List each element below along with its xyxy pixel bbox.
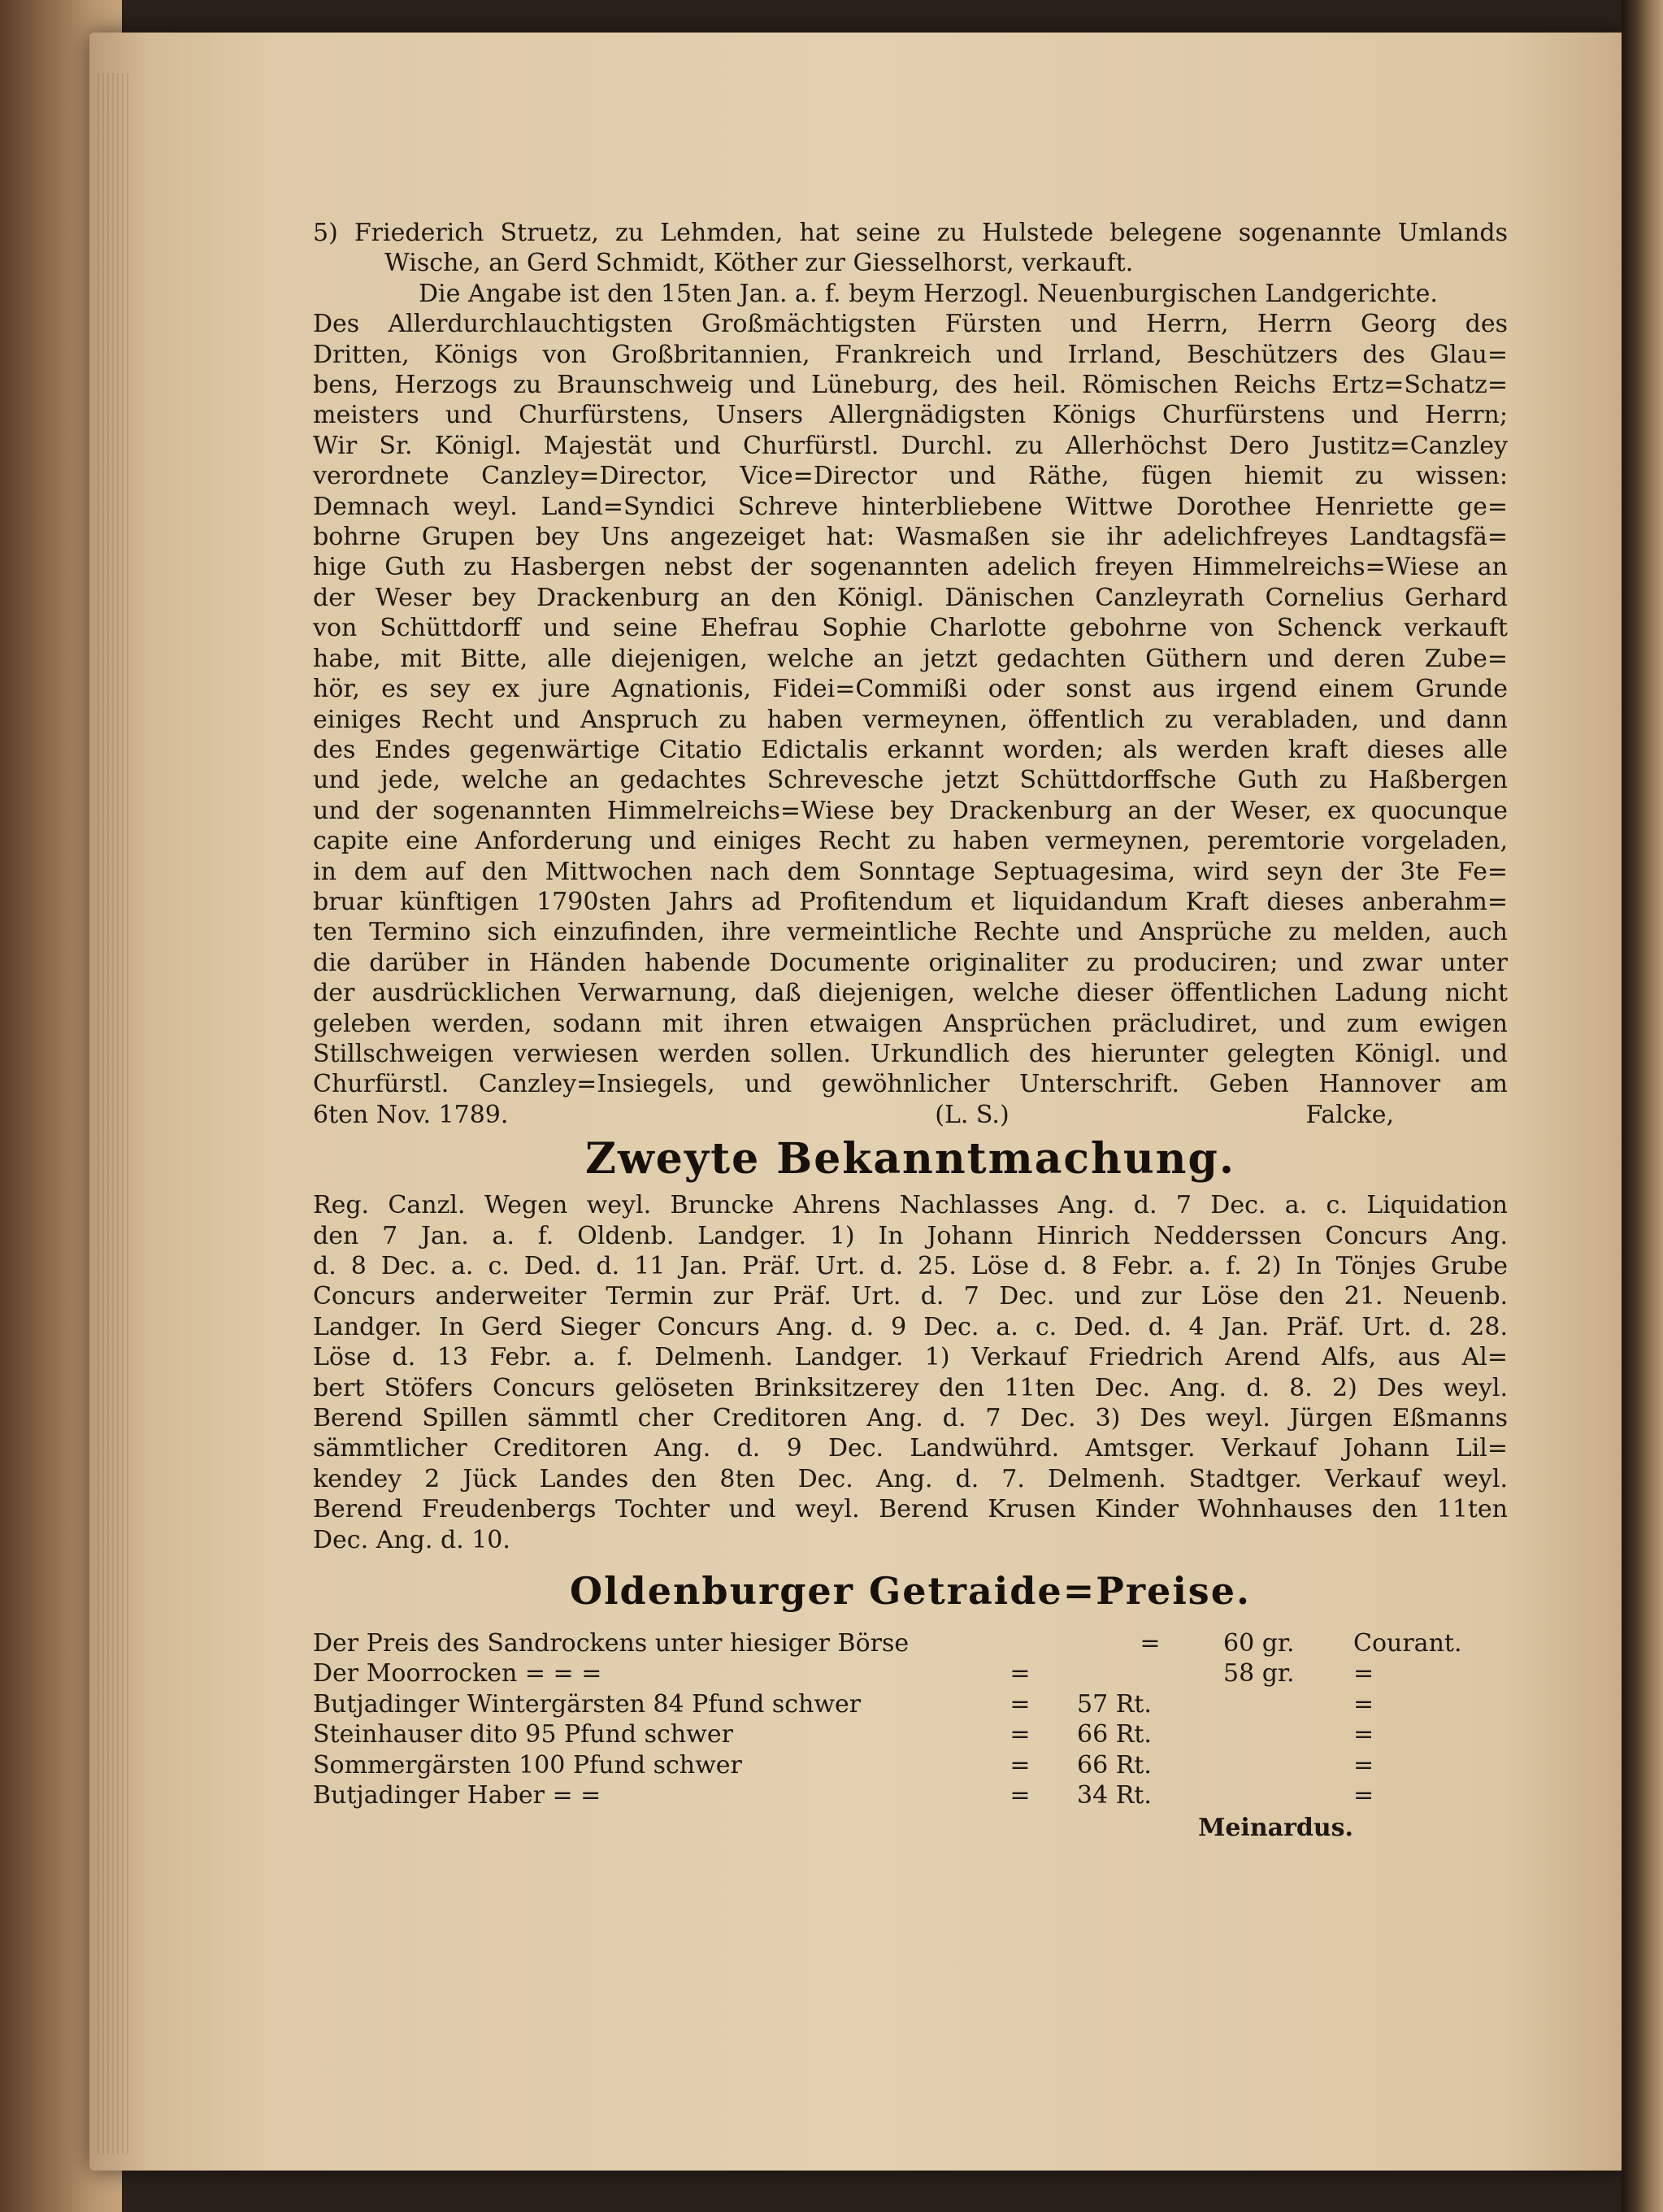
price-row bbox=[313, 1780, 1508, 1810]
edict-line: ten Termino sich einzufinden, ihre vermeintliche Rechte und Ansprüche zu melden, auch bbox=[313, 918, 1508, 947]
edict-date: 6ten Nov. 1789. bbox=[313, 1100, 509, 1129]
edict-line: habe, mit Bitte, alle diejenigen, welche an jetzt gedachten Güthern und deren Zube= bbox=[313, 644, 1508, 673]
price-row bbox=[313, 1658, 1508, 1688]
edict-line: Demnach weyl. Land=Syndici Schreve hinterbliebene Wittwe Dorothee Henriette ge= bbox=[313, 492, 1508, 521]
edict-text bbox=[313, 309, 1508, 1130]
edict-line: verordnete Canzley=Director, Vice=Director und Räthe, fügen hiemit zu wissen: bbox=[313, 462, 1508, 491]
edict-line: und der sogenannten Himmelreichs=Wiese bey Drackenburg an der Weser, ex quocunque bbox=[313, 796, 1508, 825]
price-item: Steinhauser dito 95 Pfund schwer bbox=[313, 1720, 733, 1749]
price-amount: 58 gr. bbox=[1223, 1659, 1295, 1688]
bekanntmachung-line: Berend Spillen sämmtl cher Creditoren Ang. d. 7 Dec. 3) Des weyl. Jürgen Eßmanns bbox=[313, 1404, 1508, 1433]
edict-line: Dritten, Königs von Großbritannien, Frankreich und Irrland, Beschützers des Glau= bbox=[313, 340, 1508, 369]
price-table bbox=[313, 1628, 1508, 1843]
price-item: Butjadinger Haber = = bbox=[313, 1781, 601, 1810]
price-row bbox=[313, 1628, 1508, 1658]
bekanntmachung-line: den 7 Jan. a. f. Oldenb. Landger. 1) In Johann Hinrich Nedderssen Concurs Ang. bbox=[313, 1221, 1508, 1250]
price-currency: = bbox=[1353, 1781, 1374, 1810]
price-filler bbox=[1077, 1658, 1223, 1688]
price-amount: 66 Rt. bbox=[1077, 1720, 1152, 1749]
price-item: Butjadinger Wintergärsten 84 Pfund schwer bbox=[313, 1689, 862, 1719]
edict-line: der Weser bey Drackenburg an den Königl. Dänischen Canzleyrath Cornelius Gerhard bbox=[313, 583, 1508, 612]
edict-line: meisters und Churfürstens, Unsers Allergnädigsten Königs Churfürstens und Herrn; bbox=[313, 401, 1508, 430]
bekanntmachung-line: kendey 2 Jück Landes den 8ten Dec. Ang. d. 7. Delmenh. Stadtger. Verkauf weyl. bbox=[313, 1464, 1508, 1493]
bekanntmachung-heading: Zweyte Bekanntmachung. bbox=[585, 1134, 1235, 1184]
price-row bbox=[313, 1689, 1508, 1719]
edict-line: und jede, welche an gedachtes Schrevesche jetzt Schüttdorffsche Guth zu Haßbergen bbox=[313, 766, 1508, 795]
price-amount-extra bbox=[1223, 1750, 1353, 1780]
edict-line: capite eine Anforderung und einiges Recht zu haben vermeynen, peremtorie vorgeladen, bbox=[313, 827, 1508, 856]
edict-line: bens, Herzogs zu Braunschweig und Lüneburg, des heil. Römischen Reichs Ertz=Schatz= bbox=[313, 371, 1508, 400]
page-content bbox=[313, 218, 1508, 1843]
price-amount: 34 Rt. bbox=[1077, 1781, 1152, 1810]
bekanntmachung-line: Reg. Canzl. Wegen weyl. Bruncke Ahrens Nachlasses Ang. d. 7 Dec. a. c. Liquidation bbox=[313, 1191, 1508, 1220]
price-filler: = bbox=[1140, 1629, 1161, 1658]
edict-line: Des Allerdurchlauchtigsten Großmächtigsten Fürsten und Herrn, Herrn Georg des bbox=[313, 310, 1508, 339]
price-currency: = bbox=[1353, 1689, 1374, 1719]
notice-5 bbox=[313, 218, 1508, 309]
page-edge-stripes bbox=[98, 73, 128, 2154]
price-item: Der Preis des Sandrockens unter hiesiger Börse bbox=[313, 1629, 910, 1658]
price-amount-extra bbox=[1223, 1780, 1353, 1810]
price-filler bbox=[963, 1628, 1077, 1658]
edict-line: der ausdrücklichen Verwarnung, daß diejenigen, welche dieser öffentlichen Ladung nicht bbox=[313, 979, 1508, 1008]
edict-line: die darüber in Händen habende Documente originaliter zu produciren; und zwar unter bbox=[313, 948, 1508, 977]
price-filler: = bbox=[1010, 1750, 1031, 1780]
edict-line: geleben werden, sodann mit ihren etwaigen Ansprüchen präcludiret, und zum ewigen bbox=[313, 1009, 1508, 1038]
bekanntmachung-line: d. 8 Dec. a. c. Ded. d. 11 Jan. Präf. Urt. d. 25. Löse d. 8 Febr. a. f. 2) In Tönjes Grube bbox=[313, 1252, 1508, 1280]
notice-5-line: Wische, an Gerd Schmidt, Köther zur Giesselhorst, verkauft. bbox=[384, 249, 1134, 278]
bekanntmachung-line: Berend Freudenbergs Tochter und weyl. Berend Krusen Kinder Wohnhauses den 11ten bbox=[313, 1495, 1508, 1524]
edict-line: in dem auf den Mittwochen nach dem Sonntage Septuagesima, wird seyn der 3te Fe= bbox=[313, 857, 1508, 886]
edict-line: Wir Sr. Königl. Majestät und Churfürstl. Durchl. zu Allerhöchst Dero Justitz=Canzley bbox=[313, 431, 1508, 460]
edict-line: bohrne Grupen bey Uns angezeiget hat: Wasmaßen sie ihr adelichfreyes Landtagsfä= bbox=[313, 523, 1508, 552]
seal-mark: (L. S.) bbox=[935, 1100, 1010, 1129]
edict-line: des Endes gegenwärtige Citatio Edictalis erkannt worden; als werden kraft dieses alle bbox=[313, 735, 1508, 764]
edict-line: von Schüttdorff und seine Ehefrau Sophie Charlotte gebohrne von Schenck verkauft bbox=[313, 614, 1508, 643]
price-signature-row bbox=[313, 1811, 1508, 1843]
bekanntmachung-line: Landger. In Gerd Sieger Concurs Ang. d. 9 Dec. a. c. Ded. d. 4 Jan. Präf. Urt. d. 28. bbox=[313, 1312, 1508, 1341]
price-filler: = bbox=[1010, 1720, 1031, 1749]
notice-5-angabe: Die Angabe ist den 15ten Jan. a. f. beym Herzogl. Neuenburgischen Landgerichte. bbox=[419, 279, 1438, 308]
price-currency: = bbox=[1353, 1659, 1374, 1688]
price-currency: Courant. bbox=[1353, 1629, 1462, 1658]
price-filler: = bbox=[1010, 1659, 1031, 1688]
bekanntmachung-line: Löse d. 13 Febr. a. f. Delmenh. Landger. 1) Verkauf Friedrich Arend Alfs, aus Al= bbox=[313, 1343, 1508, 1372]
price-amount-extra bbox=[1223, 1719, 1353, 1749]
bekanntmachung-line: Concurs anderweiter Termin zur Präf. Urt. d. 7 Dec. und zur Löse den 21. Neuenb. bbox=[313, 1282, 1508, 1311]
edict-line: bruar künftigen 1790sten Jahrs ad Profitendum et liquidandum Kraft dieses anberahm= bbox=[313, 887, 1508, 916]
edict-line: einiges Recht und Anspruch zu haben vermeynen, öffentlich zu verabladen, und dann bbox=[313, 705, 1508, 734]
price-item: Der Moorrocken = = = bbox=[313, 1659, 602, 1688]
price-filler: = bbox=[1010, 1689, 1031, 1719]
edict-line: hör, es sey ex jure Agnationis, Fidei=Commißi oder sonst aus irgend einem Grunde bbox=[313, 675, 1508, 704]
price-signature: Meinardus. bbox=[1198, 1813, 1353, 1842]
bekanntmachung-line: sämmtlicher Creditoren Ang. d. 9 Dec. Landwührd. Amtsger. Verkauf Johann Lil= bbox=[313, 1434, 1508, 1463]
bekanntmachung-line: Dec. Ang. d. 10. bbox=[313, 1525, 510, 1554]
price-amount: 66 Rt. bbox=[1077, 1750, 1152, 1780]
edict-signer: Falcke, bbox=[1305, 1100, 1394, 1129]
edict-signature-row bbox=[313, 1100, 1508, 1130]
edict-line: Stillschweigen verwiesen werden sollen. Urkundlich des hierunter gelegten Königl. und bbox=[313, 1039, 1508, 1068]
notice-5-line: 5) Friederich Struetz, zu Lehmden, hat seine zu Hulstede belegene sogenannte Umlands bbox=[313, 219, 1508, 247]
price-filler: = bbox=[1010, 1781, 1031, 1810]
price-item: Sommergärsten 100 Pfund schwer bbox=[313, 1750, 742, 1780]
price-amount: 57 Rt. bbox=[1077, 1689, 1152, 1719]
edict-line: Churfürstl. Canzley=Insiegels, und gewöhnlicher Unterschrift. Geben Hannover am bbox=[313, 1070, 1508, 1099]
price-currency: = bbox=[1353, 1720, 1374, 1749]
book-right-edge bbox=[1622, 0, 1663, 2212]
edict-line: hige Guth zu Hasbergen nebst der sogenannten adelich freyen Himmelreichs=Wiese an bbox=[313, 553, 1508, 582]
price-amount-extra bbox=[1223, 1689, 1353, 1719]
price-row bbox=[313, 1719, 1508, 1749]
price-row bbox=[313, 1750, 1508, 1780]
price-amount: 60 gr. bbox=[1223, 1629, 1295, 1658]
bekanntmachung-line: bert Stöfers Concurs gelöseten Brinksitzerey den 11ten Dec. Ang. d. 8. 2) Des weyl. bbox=[313, 1373, 1508, 1402]
bekanntmachung-text bbox=[313, 1190, 1508, 1555]
price-currency: = bbox=[1353, 1750, 1374, 1780]
preise-heading: Oldenburger Getraide=Preise. bbox=[570, 1569, 1251, 1614]
